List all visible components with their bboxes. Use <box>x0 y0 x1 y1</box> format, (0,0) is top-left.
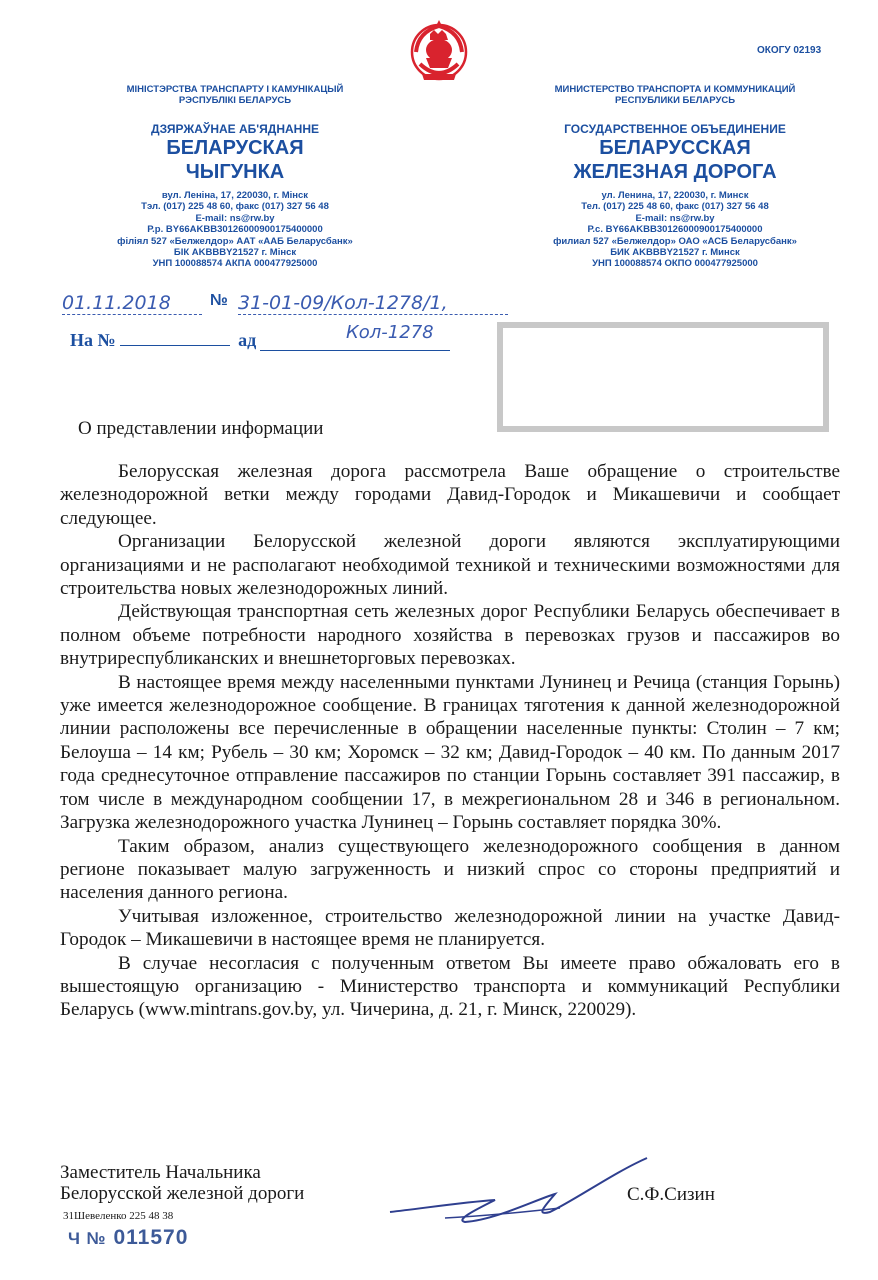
ad-value: Кол-1278 <box>346 322 434 343</box>
na-blank-line <box>120 332 230 346</box>
paragraph: Действующая транспортная сеть железных дорог Республики Беларусь обеспечивает в полном объеме потребности народного хозяйства в перевозках грузов и пассажиров во внутриреспубликанских и внешнеторговых перевозках. <box>60 601 840 670</box>
organization-name-line2: ЖЕЛЕЗНАЯ ДОРОГА <box>573 161 777 183</box>
position-line2: Белорусской железной дороги <box>60 1183 305 1204</box>
signatory-name: С.Ф.Сизин <box>627 1184 715 1205</box>
ministry-name-line2: РЭСПУБЛІКІ БЕЛАРУСЬ <box>178 95 292 106</box>
serial-prefix: Ч № <box>68 1229 107 1248</box>
redacted-addressee-box <box>497 322 829 432</box>
serial-number: 011570 <box>113 1226 189 1249</box>
email: E-mail: ns@rw.by <box>635 212 715 224</box>
executor-info: 31Шевеленко 225 48 38 <box>63 1210 174 1222</box>
address: ул. Ленина, 17, 220030, г. Минск <box>601 190 749 201</box>
organization-type: ДЗЯРЖАЎНАЕ АБ'ЯДНАННЕ <box>150 122 320 136</box>
email: E-mail: ns@rw.by <box>195 212 275 224</box>
phone-fax: Тэл. (017) 225 48 60, факс (017) 327 56 48 <box>141 201 329 213</box>
organization-type: ГОСУДАРСТВЕННОЕ ОБЪЕДИНЕНИЕ <box>564 122 786 136</box>
signatory-position <box>60 1162 304 1204</box>
letter-number: 31-01-09/Кол-1278/1, <box>238 292 508 315</box>
contact-details <box>75 190 395 270</box>
contact-details <box>515 190 835 270</box>
ministry-name-line2: РЕСПУБЛИКИ БЕЛАРУСЬ <box>614 95 736 106</box>
organization-name-line2: ЧЫГУНКА <box>185 161 285 183</box>
bank-branch: філіял 527 «Белжелдор» ААТ «ААБ Беларусбанк» <box>117 235 353 247</box>
letterhead-russian <box>515 84 835 270</box>
letter-body <box>60 460 840 1022</box>
incoming-reference <box>70 322 450 351</box>
position-line1: Заместитель Начальника <box>60 1162 261 1183</box>
bank-account: Р.р. BY66AKBB30126000900175400000 <box>147 224 323 236</box>
tax-codes: УНП 100088574 АКПА 000477925000 <box>152 258 318 270</box>
letter-subject: О представлении информации <box>78 418 324 439</box>
paragraph: Организации Белорусской железной дороги являются эксплуатирующими организациями и не располагают необходимой техникой и техническими возможностями для строительства новых железнодорожных линий. <box>60 531 840 600</box>
paragraph: Учитывая изложенное, строительство железнодорожной линии на участке Давид-Городок – Микашевичи в настоящее время не планируется. <box>60 905 840 951</box>
number-label: № <box>210 292 228 309</box>
handwritten-signature-icon <box>385 1150 655 1240</box>
organization-name-line1: БЕЛАРУССКАЯ <box>599 137 751 159</box>
bank-branch: филиал 527 «Белжелдор» ОАО «АСБ Беларусбанк» <box>553 235 797 247</box>
ministry-name-line1: МИНИСТЕРСТВО ТРАНСПОРТА И КОММУНИКАЦИЙ <box>554 84 796 95</box>
ad-label: ад <box>238 330 257 350</box>
bank-account: Р.с. BY66AKBB30126000900175400000 <box>587 224 763 236</box>
okogu-code: ОКОГУ 02193 <box>757 45 822 56</box>
letter-date: 01.11.2018 <box>62 292 202 315</box>
paragraph: В настоящее время между населенными пунктами Лунинец и Речица (станция Горынь) уже имеется железнодорожное сообщение. В границах тяготения к данной железнодорожной линии расположены все перечисленные в обращении населенные пункты: Столин – 7 км; Белоуша – 14 км; Рубель – 30 км; Хоромск – 32 км; Давид-Городок – 40 км. По данным 2017 года среднесуточное отправление пассажиров по станции Горынь составляет 391 пассажир, в том числе в международном сообщении 17, в межрегиональном 28 и 346 в региональном. Загрузка железнодорожного участка Лунинец – Горынь составляет порядка 30%. <box>60 671 840 834</box>
paragraph: Белорусская железная дорога рассмотрела Ваше обращение о строительстве железнодорожной ветки между городами Давид-Городок и Микашевичи и сообщает следующее. <box>60 461 840 529</box>
state-emblem-icon <box>408 14 470 90</box>
letterhead-belarusian <box>75 84 395 270</box>
bic: БІК AKBBBY21527 г. Мінск <box>173 247 297 259</box>
na-label: На № <box>70 330 116 350</box>
bic: БИК AKBBBY21527 г. Минск <box>610 247 740 259</box>
paragraph: Таким образом, анализ существующего железнодорожного сообщения в данном регионе показывает малую загруженность и низкий спрос со стороны предприятий и населения данного региона. <box>60 835 840 904</box>
form-serial-number <box>68 1226 188 1250</box>
organization-name-line1: БЕЛАРУСКАЯ <box>166 137 304 159</box>
ministry-name-line1: МІНІСТЭРСТВА ТРАНСПАРТУ І КАМУНІКАЦЫЙ <box>126 84 344 95</box>
address: вул. Леніна, 17, 220030, г. Мінск <box>161 190 309 201</box>
phone-fax: Тел. (017) 225 48 60, факс (017) 327 56 48 <box>581 201 769 213</box>
tax-codes: УНП 100088574 ОКПО 000477925000 <box>592 258 758 270</box>
paragraph: В случае несогласия с полученным ответом Вы имеете право обжаловать его в вышестоящую организацию - Министерство транспорта и коммуникаций Республики Беларусь (www.mintrans.gov.by, ул. Чичерина, д. 21, г. Минск, 220029). <box>60 952 840 1021</box>
